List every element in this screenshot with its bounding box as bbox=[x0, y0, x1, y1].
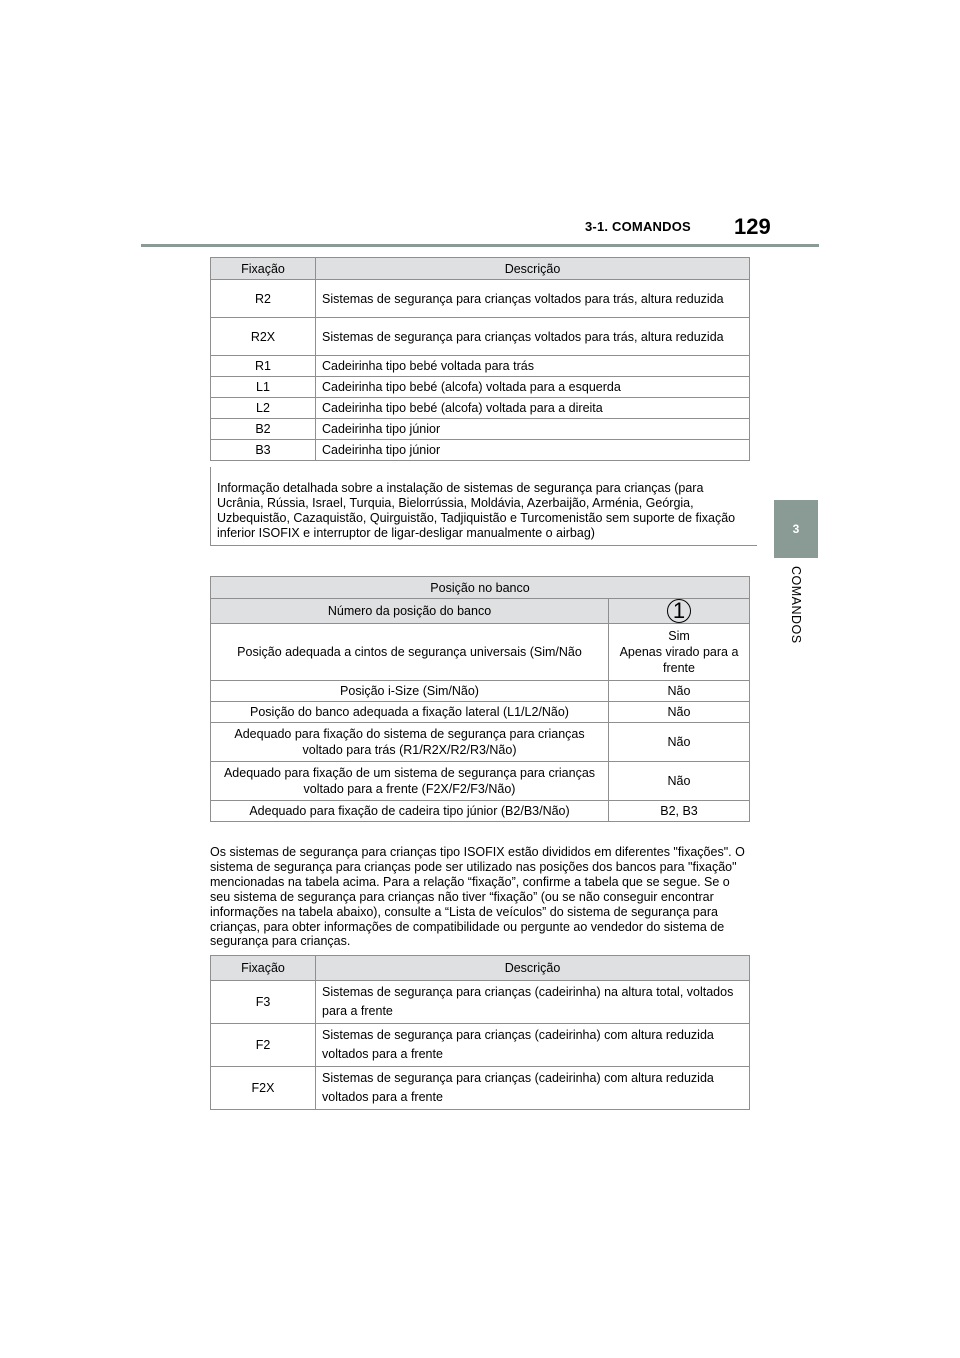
seat-value: Não bbox=[609, 681, 750, 702]
chapter-label: COMANDOS bbox=[789, 566, 803, 644]
table-row bbox=[211, 599, 750, 624]
fixation-description: Cadeirinha tipo bebé voltada para trás bbox=[316, 356, 750, 377]
fixation-table-rear bbox=[210, 257, 750, 461]
chapter-number: 3 bbox=[792, 522, 800, 536]
fixation-code: L1 bbox=[211, 377, 316, 398]
column-header-fixation: Fixação bbox=[211, 956, 316, 981]
seat-criterion: Adequado para fixação do sistema de segurança para crianças voltado para trás (R1/R2X/R2/R3/Não) bbox=[211, 723, 609, 762]
seat-value: Não bbox=[609, 762, 750, 801]
column-header-description: Descrição bbox=[316, 258, 750, 280]
column-header-description: Descrição bbox=[316, 956, 750, 981]
column-header-fixation: Fixação bbox=[211, 258, 316, 280]
seat-criterion: Posição adequada a cintos de segurança universais (Sim/Não bbox=[211, 624, 609, 681]
table-row bbox=[211, 377, 750, 398]
seat-value: Sim Apenas virado para a frente bbox=[609, 624, 750, 681]
table-row bbox=[211, 681, 750, 702]
table-row bbox=[211, 801, 750, 822]
seat-position-header: Posição no banco bbox=[211, 577, 750, 599]
fixation-description: Sistemas de segurança para crianças (cadeirinha) com altura reduzida voltados para a frente bbox=[316, 1067, 750, 1110]
fixation-code: F2 bbox=[211, 1024, 316, 1067]
header-divider bbox=[141, 244, 819, 247]
table-row bbox=[211, 981, 750, 1024]
seat-value: B2, B3 bbox=[609, 801, 750, 822]
fixation-code: R1 bbox=[211, 356, 316, 377]
seat-criterion: Adequado para fixação de cadeira tipo júnior (B2/B3/Não) bbox=[211, 801, 609, 822]
page-number: 129 bbox=[734, 214, 771, 239]
fixation-code: F2X bbox=[211, 1067, 316, 1110]
section-title: 3-1. COMANDOS bbox=[585, 219, 691, 234]
fixation-code: R2 bbox=[211, 280, 316, 318]
table-row bbox=[211, 419, 750, 440]
table-row bbox=[211, 280, 750, 318]
fixation-code: R2X bbox=[211, 318, 316, 356]
fixation-description: Sistemas de segurança para crianças voltados para trás, altura reduzida bbox=[316, 318, 750, 356]
table-row bbox=[211, 702, 750, 723]
info-note: Informação detalhada sobre a instalação de sistemas de segurança para crianças (para Ucrânia, Rússia, Israel, Turquia, Bielorrússia, Moldávia, Azerbaijão, Arménia, Geórgia, Uzbequistão, Cazaquistão, Quirguistão, Tadjiquistão e Turcomenistão sem suporte de fixação inferior ISOFIX e interruptor de ligar-desligar manualmente o airbag) bbox=[210, 467, 757, 546]
fixation-code: B3 bbox=[211, 440, 316, 461]
seat-position-table bbox=[210, 576, 750, 822]
fixation-description: Sistemas de segurança para crianças (cadeirinha) com altura reduzida voltados para a frente bbox=[316, 1024, 750, 1067]
seat-criterion: Adequado para fixação de um sistema de segurança para crianças voltado para a frente (F2X/F2/F3/Não) bbox=[211, 762, 609, 801]
seat-value: Não bbox=[609, 723, 750, 762]
seat-value: Não bbox=[609, 702, 750, 723]
body-paragraph: Os sistemas de segurança para crianças tipo ISOFIX estão divididos em diferentes "fixações". O sistema de segurança para crianças pode ser utilizado nas posições dos bancos para "fixação" mencionadas na tabela acima. Para a relação “fixação”, confirme a tabela que se segue. Se o seu sistema de segurança para crianças não tiver “fixação” (ou se não conseguir encontrar informações na tabela abaixo), consulte a “Lista de veículos” do sistema de segurança para crianças, para obter informações de compatibilidade ou pergunte ao vendedor do sistema de segurança para crianças. bbox=[210, 845, 745, 949]
fixation-description: Sistemas de segurança para crianças voltados para trás, altura reduzida bbox=[316, 280, 750, 318]
table-row bbox=[211, 318, 750, 356]
fixation-code: F3 bbox=[211, 981, 316, 1024]
table-row bbox=[211, 1024, 750, 1067]
table-row bbox=[211, 762, 750, 801]
fixation-table-front bbox=[210, 955, 750, 1110]
fixation-description: Cadeirinha tipo júnior bbox=[316, 419, 750, 440]
fixation-description: Cadeirinha tipo bebé (alcofa) voltada para a esquerda bbox=[316, 377, 750, 398]
seat-criterion: Posição do banco adequada a fixação lateral (L1/L2/Não) bbox=[211, 702, 609, 723]
seat-number-label: Número da posição do banco bbox=[211, 599, 609, 624]
table-row bbox=[211, 624, 750, 681]
fixation-description: Cadeirinha tipo bebé (alcofa) voltada para a direita bbox=[316, 398, 750, 419]
seat-number-icon: 1 bbox=[667, 599, 691, 623]
fixation-code: L2 bbox=[211, 398, 316, 419]
fixation-code: B2 bbox=[211, 419, 316, 440]
table-row bbox=[211, 1067, 750, 1110]
chapter-tab bbox=[774, 500, 818, 558]
table-row bbox=[211, 440, 750, 461]
seat-criterion: Posição i-Size (Sim/Não) bbox=[211, 681, 609, 702]
table-row bbox=[211, 356, 750, 377]
table-row bbox=[211, 398, 750, 419]
seat-number-cell bbox=[609, 599, 750, 624]
fixation-description: Cadeirinha tipo júnior bbox=[316, 440, 750, 461]
fixation-description: Sistemas de segurança para crianças (cadeirinha) na altura total, voltados para a frente bbox=[316, 981, 750, 1024]
table-row bbox=[211, 723, 750, 762]
